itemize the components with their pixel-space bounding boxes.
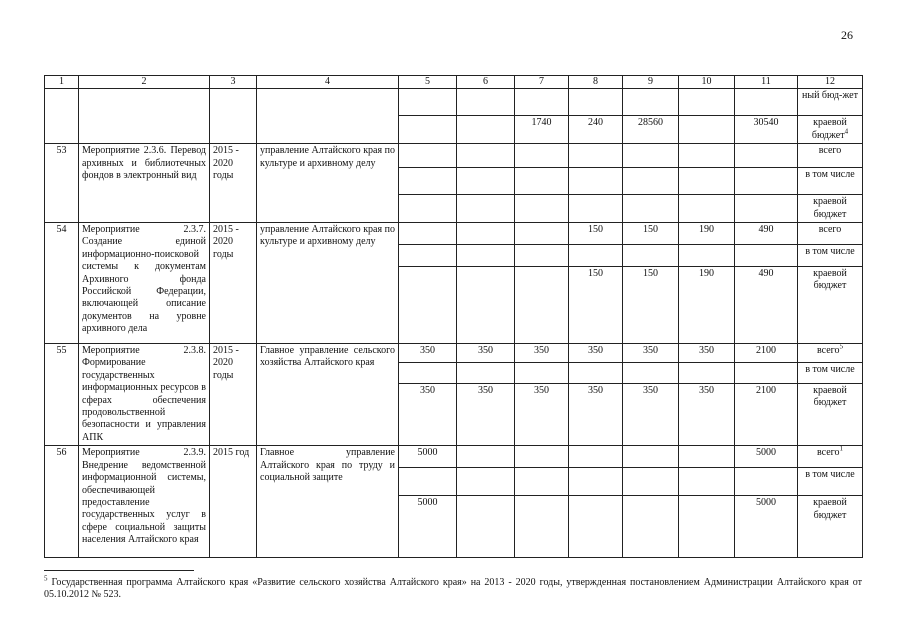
value-cell xyxy=(569,168,623,195)
value-cell xyxy=(515,362,569,383)
funding-source-label: краевой бюджет xyxy=(813,497,847,521)
value-cell xyxy=(515,195,569,223)
header-cell: 9 xyxy=(623,76,679,89)
value-cell xyxy=(623,195,679,223)
value-cell xyxy=(735,144,798,168)
value-cell: 5000 xyxy=(399,496,457,558)
measure-years: 2015 - 2020 годы xyxy=(210,223,257,344)
measure-name: Мероприятие 2.3.6. Перевод архивных и библиотечных фондов в электронный вид xyxy=(79,144,210,223)
header-cell: 4 xyxy=(257,76,399,89)
value-cell xyxy=(457,468,515,496)
value-cell: 190 xyxy=(679,267,735,344)
value-cell xyxy=(623,446,679,468)
cell xyxy=(515,89,569,116)
funding-source-label: в том числе xyxy=(805,363,855,375)
measure-years: 2015 год xyxy=(210,446,257,558)
value-cell: 350 xyxy=(569,383,623,446)
value-cell xyxy=(735,195,798,223)
cell xyxy=(257,89,399,144)
value-cell xyxy=(399,144,457,168)
measure-subrow xyxy=(45,144,863,168)
measure-subrow xyxy=(45,344,863,363)
value-cell: 28560 xyxy=(623,116,679,144)
funding-source-label: всего xyxy=(816,447,840,459)
funding-source-label: всего xyxy=(818,145,842,157)
funding-source-cell xyxy=(798,267,863,344)
measure-number: 56 xyxy=(45,446,79,558)
value-cell xyxy=(679,168,735,195)
cell xyxy=(45,89,79,144)
value-cell xyxy=(515,267,569,344)
header-cell: 11 xyxy=(735,76,798,89)
value-cell xyxy=(515,496,569,558)
value-cell xyxy=(399,267,457,344)
value-cell xyxy=(569,496,623,558)
funding-source-cell xyxy=(798,223,863,245)
value-cell xyxy=(735,362,798,383)
measure-subrow xyxy=(45,446,863,468)
funding-source-label: в том числе xyxy=(805,469,855,481)
value-cell: 5000 xyxy=(735,496,798,558)
value-cell xyxy=(679,446,735,468)
value-cell xyxy=(569,144,623,168)
funding-source-label: в том числе xyxy=(805,169,855,181)
header-row xyxy=(45,76,863,89)
funding-source-label: краевой бюджет xyxy=(813,196,847,220)
value-cell xyxy=(679,144,735,168)
value-cell xyxy=(623,245,679,267)
value-cell xyxy=(623,168,679,195)
cell xyxy=(679,116,735,144)
value-cell xyxy=(569,245,623,267)
funding-source-cell xyxy=(798,245,863,267)
page-number: 26 xyxy=(841,28,853,42)
funding-source-cell xyxy=(798,344,863,363)
value-cell xyxy=(515,245,569,267)
value-cell xyxy=(735,468,798,496)
value-cell xyxy=(569,195,623,223)
value-cell: 350 xyxy=(399,344,457,363)
cell xyxy=(623,89,679,116)
funding-source-label: краевой бюджет xyxy=(813,384,847,409)
value-cell xyxy=(457,223,515,245)
value-cell xyxy=(679,496,735,558)
value-cell xyxy=(457,267,515,344)
cell xyxy=(679,89,735,116)
value-cell: 350 xyxy=(515,383,569,446)
value-cell xyxy=(515,168,569,195)
value-cell: 30540 xyxy=(735,116,798,144)
header-cell: 8 xyxy=(569,76,623,89)
cell xyxy=(399,89,457,116)
header-cell: 6 xyxy=(457,76,515,89)
value-cell xyxy=(399,195,457,223)
value-cell: 150 xyxy=(569,267,623,344)
header-cell: 12 xyxy=(798,76,863,89)
value-cell: 350 xyxy=(623,344,679,363)
funding-source-label: всего xyxy=(818,224,842,236)
cell xyxy=(79,89,210,144)
value-cell: 150 xyxy=(623,267,679,344)
funding-source-cell: краевой бюджет$^4$ xyxy=(798,116,863,144)
value-cell xyxy=(515,223,569,245)
header-cell: 3 xyxy=(210,76,257,89)
footnote-ref: 5 xyxy=(839,343,843,351)
value-cell xyxy=(679,245,735,267)
value-cell xyxy=(399,168,457,195)
funding-source-cell xyxy=(798,468,863,496)
value-cell xyxy=(623,496,679,558)
value-cell xyxy=(623,468,679,496)
value-cell: 350 xyxy=(679,344,735,363)
measure-name: Мероприятие 2.3.7. Создание единой информационно-поисковой системы к документам Архивного фонда Российской Федерации, включающей описание документов на уровне архивного дела xyxy=(79,223,210,344)
cell xyxy=(457,89,515,116)
program-measures-table xyxy=(44,75,863,558)
measure-subrow xyxy=(45,223,863,245)
footnote xyxy=(44,574,862,601)
measure-number: 54 xyxy=(45,223,79,344)
value-cell xyxy=(569,468,623,496)
footnote-mark: 5 xyxy=(44,574,48,583)
value-cell xyxy=(457,496,515,558)
funding-source-label: в том числе xyxy=(805,246,855,258)
value-cell xyxy=(623,144,679,168)
value-cell xyxy=(457,168,515,195)
measure-executor: управление Алтайского края по культуре и архивному делу xyxy=(257,144,399,223)
measure-executor: Главное управление Алтайского края по труду и социальной защите xyxy=(257,446,399,558)
measure-years: 2015 - 2020 годы xyxy=(210,344,257,446)
value-cell xyxy=(399,245,457,267)
value-cell xyxy=(515,468,569,496)
value-cell: 490 xyxy=(735,267,798,344)
funding-source-cell xyxy=(798,195,863,223)
funding-source-label: всего xyxy=(816,345,840,357)
funding-source-cell xyxy=(798,168,863,195)
value-cell xyxy=(569,362,623,383)
measure-executor: Главное управление сельского хозяйства Алтайского края xyxy=(257,344,399,446)
measure-name: Мероприятие 2.3.8. Формирование государственных информационных ресурсов в сферах обеспечения продовольственной безопасности и управления АПК xyxy=(79,344,210,446)
value-cell xyxy=(457,195,515,223)
cell xyxy=(210,89,257,144)
funding-source-cell xyxy=(798,144,863,168)
value-cell xyxy=(399,362,457,383)
measure-number: 53 xyxy=(45,144,79,223)
value-cell: 350 xyxy=(457,383,515,446)
value-cell xyxy=(457,362,515,383)
cell xyxy=(399,116,457,144)
funding-source-cell: ный бюд-жет xyxy=(798,89,863,116)
value-cell: 2100 xyxy=(735,344,798,363)
measure-years: 2015 - 2020 годы xyxy=(210,144,257,223)
value-cell xyxy=(457,144,515,168)
value-cell xyxy=(735,245,798,267)
value-cell xyxy=(515,446,569,468)
value-cell: 150 xyxy=(623,223,679,245)
value-cell: 490 xyxy=(735,223,798,245)
measure-name: Мероприятие 2.3.9. Внедрение ведомственной информационной системы, обеспечивающей предоставление государственных услуг в сфере социальной защиты населения Алтайского края xyxy=(79,446,210,558)
value-cell xyxy=(623,362,679,383)
value-cell xyxy=(457,446,515,468)
measure-number: 55 xyxy=(45,344,79,446)
footnote-ref: 1 xyxy=(839,445,843,453)
value-cell xyxy=(569,446,623,468)
header-cell: 7 xyxy=(515,76,569,89)
cell xyxy=(735,89,798,116)
header-cell: 5 xyxy=(399,76,457,89)
value-cell: 350 xyxy=(457,344,515,363)
value-cell xyxy=(679,362,735,383)
funding-source-cell xyxy=(798,446,863,468)
value-cell: 350 xyxy=(679,383,735,446)
value-cell: 350 xyxy=(623,383,679,446)
value-cell xyxy=(399,468,457,496)
header-cell: 10 xyxy=(679,76,735,89)
funding-source-cell xyxy=(798,383,863,446)
continuation-row xyxy=(45,89,863,116)
funding-source-label: краевой бюджет xyxy=(813,268,847,292)
funding-source-cell xyxy=(798,362,863,383)
value-cell xyxy=(735,168,798,195)
value-cell: 190 xyxy=(679,223,735,245)
value-cell xyxy=(515,144,569,168)
value-cell: 350 xyxy=(569,344,623,363)
value-cell: 240 xyxy=(569,116,623,144)
value-cell xyxy=(399,223,457,245)
value-cell: 1740 xyxy=(515,116,569,144)
header-cell: 1 xyxy=(45,76,79,89)
measure-executor: управление Алтайского края по культуре и архивному делу xyxy=(257,223,399,344)
funding-source-cell xyxy=(798,496,863,558)
cell xyxy=(457,116,515,144)
header-cell: 2 xyxy=(79,76,210,89)
value-cell: 5000 xyxy=(735,446,798,468)
footnote-rule xyxy=(44,570,194,571)
value-cell: 5000 xyxy=(399,446,457,468)
value-cell: 350 xyxy=(515,344,569,363)
footnote-text: Государственная программа Алтайского края «Развитие сельского хозяйства Алтайского края» на 2013 - 2020 годы, утвержденная постановлением Администрации Алтайского края от 05.10.2012 № 523. xyxy=(44,577,862,600)
value-cell xyxy=(679,195,735,223)
value-cell xyxy=(457,245,515,267)
value-cell: 150 xyxy=(569,223,623,245)
value-cell: 350 xyxy=(399,383,457,446)
value-cell: 2100 xyxy=(735,383,798,446)
cell xyxy=(569,89,623,116)
value-cell xyxy=(679,468,735,496)
